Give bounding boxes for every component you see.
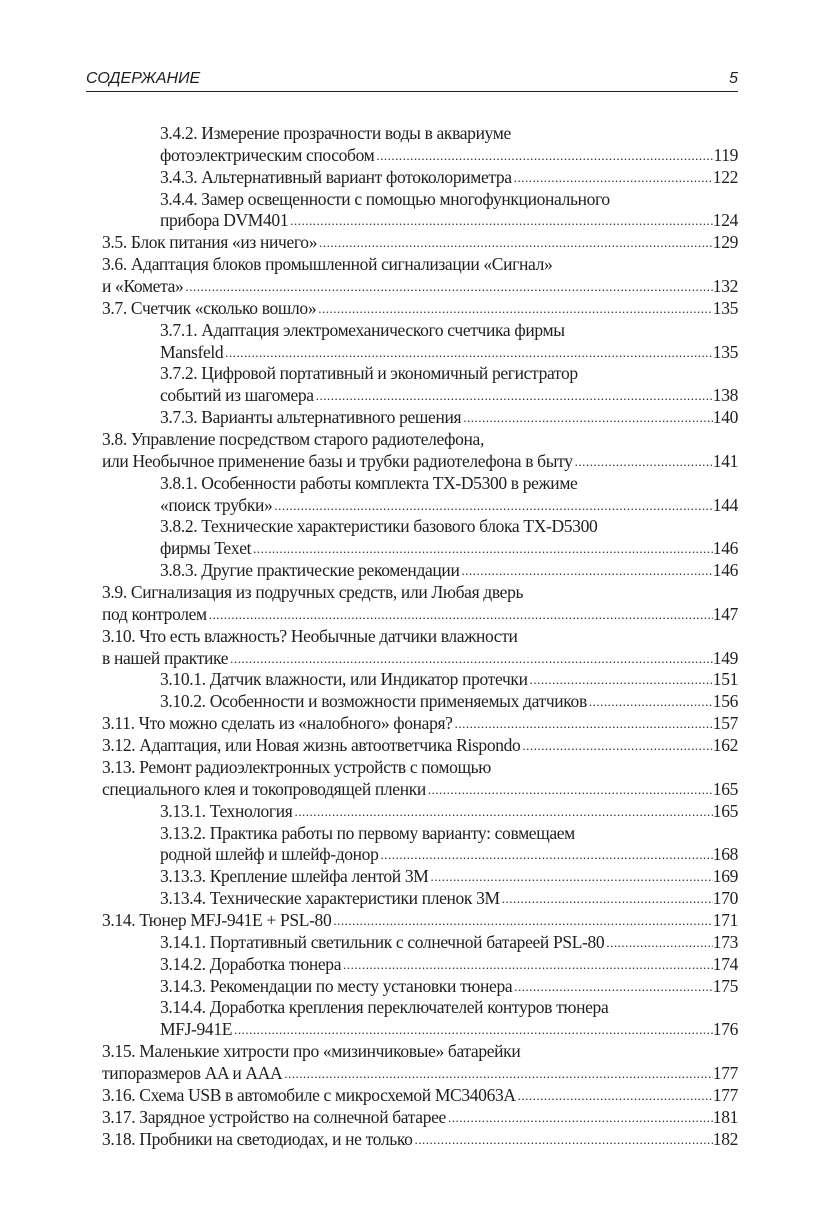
toc-entry-line [102,648,738,670]
toc-entry-line [102,997,738,1019]
toc-entry-line [102,516,738,538]
toc-entry-title: 3.13. Ремонт радиоэлектронных устройств с помощью [102,756,491,777]
toc-entry-title: специального клея и токопроводящей пленки [102,778,426,799]
toc-entry-title: 3.7. Счетчик «сколько вошло» [102,297,317,318]
dot-leader [428,866,712,888]
toc-entry-title: 3.8.1. Особенности работы комплекта TX-D5300 в режиме [160,472,578,493]
toc-entry-page: 174 [712,953,738,974]
toc-entry-title: 3.12. Адаптация, или Новая жизнь автоответчика Rispondo [102,735,521,756]
toc-entry-line [102,713,738,735]
toc-entry-line [102,407,738,429]
toc-entry-page: 162 [712,735,738,756]
table-of-contents [102,123,738,1150]
toc-entry-line [102,189,738,211]
toc-entry-line [102,451,738,473]
toc-entry[interactable] [102,1107,738,1129]
dot-leader [413,1129,713,1151]
dot-leader [587,691,713,713]
dot-leader [316,298,713,320]
toc-entry-line [102,866,738,888]
toc-entry-title: родной шлейф и шлейф-донор [160,844,379,865]
toc-entry-line [102,1129,738,1151]
toc-entry-title: 3.8. Управление посредством старого радиотелефона, [102,429,484,450]
toc-entry-page: 181 [712,1106,738,1127]
toc-entry[interactable] [102,167,738,189]
toc-entry[interactable] [102,997,738,1041]
toc-entry-page: 171 [712,909,738,930]
toc-entry[interactable] [102,320,738,364]
toc-entry-title: 3.14.1. Портативный светильник с солнечной батареей PSL-80 [160,931,605,952]
dot-leader [207,604,713,626]
dot-leader [223,342,713,364]
dot-leader [453,713,713,735]
page-number: 5 [729,69,738,87]
dot-leader [228,648,713,670]
toc-entry-title: 3.6. Адаптация блоков промышленной сигнализации «Сигнал» [102,254,553,275]
toc-entry-title: фирмы Texet [160,538,252,559]
toc-entry-title: 3.9. Сигнализация из подручных средств, или Любая дверь [102,582,524,603]
toc-entry[interactable] [102,298,738,320]
toc-entry-page: 151 [712,669,738,690]
toc-entry-line [102,604,738,626]
toc-entry-title: 3.13.1. Технология [160,800,293,821]
toc-entry-title: 3.14.3. Рекомендации по месту установки тюнера [160,975,513,996]
toc-entry-title: 3.5. Блок питания «из ничего» [102,232,318,253]
toc-entry-line [102,363,738,385]
toc-entry-title: 3.7.3. Варианты альтернативного решения [160,407,462,428]
toc-entry-page: 140 [712,407,738,428]
toc-entry-title: 3.10.1. Датчик влажности, или Индикатор протечки [160,669,528,690]
dot-leader [251,538,713,560]
dot-leader [520,735,712,757]
toc-entry-title: или Необычное применение базы и трубки радиотелефона в быту [102,450,573,471]
toc-entry-line [102,560,738,582]
toc-entry-title: 3.10.2. Особенности и возможности применяемых датчиков [160,691,587,712]
dot-leader [272,495,712,517]
toc-entry-line [102,976,738,998]
toc-entry[interactable] [102,823,738,867]
toc-entry-title: в нашей практике [102,647,229,668]
toc-entry-line [102,232,738,254]
dot-leader [512,167,713,189]
toc-entry-page: 157 [712,713,738,734]
toc-entry[interactable] [102,691,738,713]
toc-entry[interactable] [102,1041,738,1085]
toc-entry-title: 3.15. Маленькие хитрости про «мизинчиковые» батарейки [102,1041,521,1062]
dot-leader [604,932,712,954]
toc-entry[interactable] [102,713,738,735]
toc-entry-line [102,757,738,779]
dot-leader [288,210,713,232]
toc-entry-page: 135 [712,341,738,362]
toc-entry-line [102,932,738,954]
toc-entry-line [102,429,738,451]
toc-entry-line [102,779,738,801]
dot-leader [341,954,713,976]
dot-leader [512,976,713,998]
toc-entry-title: типоразмеров AA и AAA [102,1062,283,1083]
dot-leader [314,385,713,407]
toc-entry-page: 149 [712,647,738,668]
toc-entry-page: 156 [712,691,738,712]
toc-entry-line [102,210,738,232]
dot-leader [374,145,713,167]
toc-entry-line [102,495,738,517]
toc-entry-page: 168 [712,844,738,865]
toc-entry[interactable] [102,976,738,998]
toc-entry-page: 147 [712,603,738,624]
toc-entry-line [102,582,738,604]
toc-entry-title: под контролем [102,603,207,624]
toc-entry-line [102,1019,738,1041]
toc-entry[interactable] [102,1129,738,1151]
toc-entry-title: 3.14.2. Доработка тюнера [160,953,342,974]
toc-entry-page: 138 [712,385,738,406]
toc-entry[interactable] [102,582,738,626]
toc-entry[interactable] [102,254,738,298]
toc-entry-page: 177 [712,1084,738,1105]
toc-entry[interactable] [102,232,738,254]
toc-entry[interactable] [102,429,738,473]
toc-entry-title: MFJ-941E [160,1019,233,1040]
toc-entry-page: 124 [712,210,738,231]
dot-leader [528,669,713,691]
toc-entry[interactable] [102,189,738,233]
toc-entry-page: 129 [712,232,738,253]
dot-leader [282,1063,713,1085]
toc-entry-page: 144 [712,494,738,515]
toc-entry[interactable] [102,407,738,429]
toc-entry-line [102,1107,738,1129]
dot-leader [378,844,712,866]
toc-entry[interactable] [102,932,738,954]
toc-entry-line [102,1063,738,1085]
toc-entry-line [102,538,738,560]
toc-entry-title: 3.18. Пробники на светодиодах, и не только [102,1128,413,1149]
toc-entry-line [102,1085,738,1107]
toc-entry-title: и «Комета» [102,276,184,297]
toc-entry-line [102,298,738,320]
dot-leader [573,451,713,473]
toc-entry[interactable] [102,363,738,407]
toc-entry-page: 165 [712,778,738,799]
toc-entry-title: прибора DVM401 [160,210,289,231]
dot-leader [459,560,712,582]
dot-leader [331,910,712,932]
toc-entry[interactable] [102,560,738,582]
toc-entry[interactable] [102,473,738,517]
running-header [86,66,738,92]
toc-entry-title: фотоэлектрическим способом [160,144,375,165]
toc-entry-line [102,276,738,298]
toc-entry-title: 3.7.2. Цифровой портативный и экономичный регистратор [160,363,578,384]
toc-entry-title: 3.16. Схема USB в автомобиле с микросхемой MC34063A [102,1084,516,1105]
dot-leader [500,888,713,910]
toc-entry-line [102,823,738,845]
toc-entry-title: «поиск трубки» [160,494,273,515]
toc-entry-line [102,888,738,910]
toc-entry-title: 3.10. Что есть влажность? Необычные датчики влажности [102,625,518,646]
toc-entry-title: 3.7.1. Адаптация электромеханического счетчика фирмы [160,319,565,340]
toc-entry[interactable] [102,888,738,910]
toc-entry-page: 170 [712,888,738,909]
toc-entry-page: 146 [712,560,738,581]
dot-leader [516,1085,713,1107]
toc-entry-page: 165 [712,800,738,821]
toc-entry-line [102,1041,738,1063]
toc-entry[interactable] [102,801,738,823]
toc-entry-title: 3.13.2. Практика работы по первому варианту: совмещаем [160,822,575,843]
toc-entry-line [102,123,738,145]
toc-entry-page: 132 [712,276,738,297]
toc-entry-title: событий из шагомера [160,385,314,406]
running-header-title: СОДЕРЖАНИЕ [86,69,201,87]
dot-leader [446,1107,713,1129]
toc-entry-line [102,626,738,648]
toc-entry-title: 3.17. Зарядное устройство на солнечной батарее [102,1106,446,1127]
toc-entry-line [102,385,738,407]
toc-entry-line [102,320,738,342]
toc-entry-line [102,342,738,364]
toc-entry-page: 182 [712,1128,738,1149]
toc-entry-page: 122 [712,166,738,187]
toc-entry-page: 169 [712,866,738,887]
dot-leader [426,779,713,801]
toc-entry-line [102,954,738,976]
toc-entry-line [102,801,738,823]
toc-entry[interactable] [102,866,738,888]
dot-leader [292,801,712,823]
toc-entry-page: 119 [713,144,738,165]
dot-leader [183,276,712,298]
dot-leader [317,232,713,254]
toc-entry-title: 3.8.3. Другие практические рекомендации [160,560,460,581]
toc-entry-line [102,254,738,276]
toc-entry[interactable] [102,735,738,757]
toc-entry-title: Mansfeld [160,341,224,362]
toc-entry-line [102,473,738,495]
toc-entry[interactable] [102,910,738,932]
toc-entry-title: 3.4.4. Замер освещенности с помощью многофункционального [160,188,610,209]
toc-entry-page: 177 [712,1062,738,1083]
toc-entry[interactable] [102,516,738,560]
toc-entry-line [102,735,738,757]
toc-entry-title: 3.14.4. Доработка крепления переключателей контуров тюнера [160,997,609,1018]
toc-entry[interactable] [102,954,738,976]
toc-entry-title: 3.8.2. Технические характеристики базового блока TX-D5300 [160,516,598,537]
toc-entry[interactable] [102,669,738,691]
dot-leader [461,407,713,429]
toc-entry-line [102,167,738,189]
toc-entry-page: 141 [712,450,738,471]
toc-entry-line [102,844,738,866]
toc-entry-title: 3.4.3. Альтернативный вариант фотоколориметра [160,166,512,187]
toc-entry-title: 3.11. Что можно сделать из «налобного» фонаря? [102,713,453,734]
toc-entry-title: 3.14. Тюнер MFJ-941E + PSL-80 [102,909,332,930]
toc-entry-title: 3.4.2. Измерение прозрачности воды в аквариуме [160,123,511,143]
dot-leader [232,1019,713,1041]
toc-entry-line [102,691,738,713]
toc-entry-page: 176 [712,1019,738,1040]
toc-entry-line [102,669,738,691]
toc-entry-page: 146 [712,538,738,559]
toc-entry[interactable] [102,757,738,801]
toc-entry-line [102,910,738,932]
toc-entry-title: 3.13.3. Крепление шлейфа лентой 3M [160,866,429,887]
toc-entry[interactable] [102,123,738,167]
toc-entry[interactable] [102,1085,738,1107]
toc-entry-page: 173 [712,931,738,952]
toc-entry[interactable] [102,626,738,670]
toc-entry-page: 175 [712,975,738,996]
toc-entry-title: 3.13.4. Технические характеристики пленок 3M [160,888,500,909]
toc-entry-page: 135 [712,297,738,318]
toc-entry-line [102,145,738,167]
